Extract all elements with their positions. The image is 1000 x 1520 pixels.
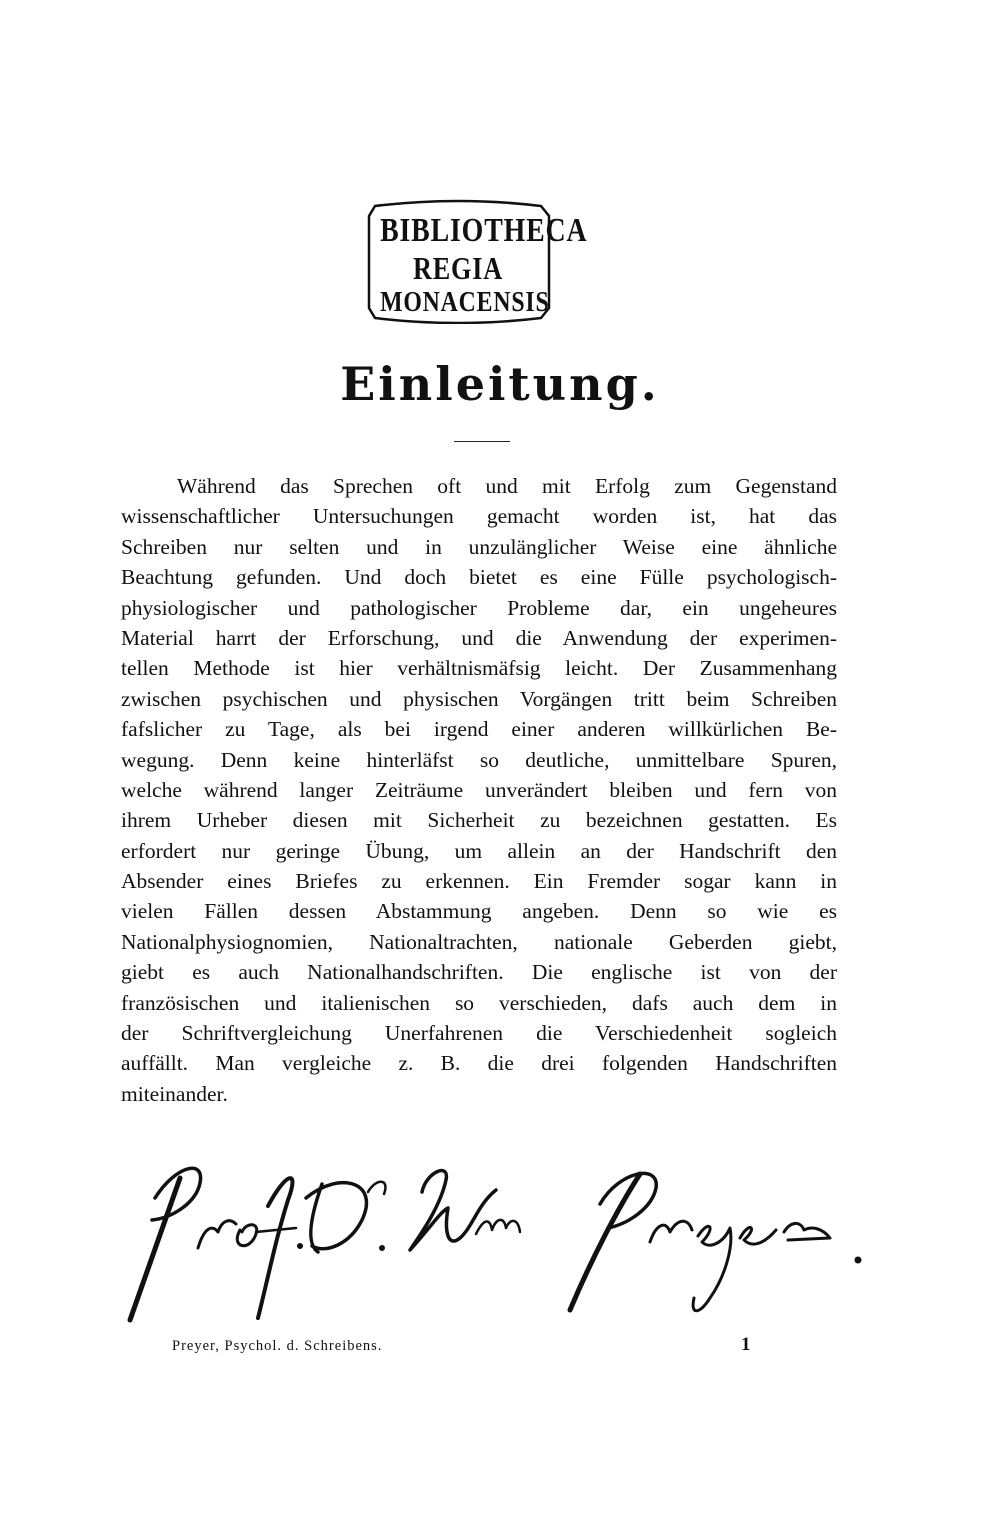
text-line: Schreiben nur selten und in unzulänglicher Weise eine ähnliche	[121, 534, 837, 559]
text-line: fafslicher zu Tage, als bei irgend einer anderen willkürlichen Be-	[121, 717, 837, 742]
text-line: auffällt. Man vergleiche z. B. die drei folgenden Handschriften	[121, 1051, 837, 1076]
body-paragraph	[121, 471, 837, 1109]
chapter-heading: Einleitung.	[340, 357, 660, 411]
stamp-line-2: REGIA	[412, 250, 504, 286]
text-line: Absender eines Briefes zu erkennen. Ein Fremder sogar kann in	[121, 869, 837, 894]
text-line: Während das Sprechen oft und mit Erfolg zum Gegenstand	[177, 474, 837, 498]
text-line: physiologischer und pathologischer Probleme dar, ein ungeheures	[121, 595, 837, 620]
text-line: Beachtung gefunden. Und doch bietet es eine Fülle psychologisch-	[121, 565, 837, 590]
text-line: miteinander.	[121, 1081, 228, 1106]
heading-rule	[454, 441, 510, 442]
stamp-line-3: MONACENSIS	[380, 286, 550, 318]
text-line: erfordert nur geringe Übung, um allein an der Handschrift den	[121, 838, 837, 863]
stamp-line-1: BIBLIOTHECA	[380, 212, 588, 249]
text-line: Nationalphysiognomien, Nationaltrachten, nationale Geberden giebt,	[121, 929, 837, 954]
text-line: welche während langer Zeiträume unverändert bleiben und fern von	[121, 777, 837, 802]
text-line: wissenschaftlicher Untersuchungen gemacht worden ist, hat das	[121, 504, 837, 529]
library-stamp	[363, 198, 588, 324]
text-line: der Schriftvergleichung Unerfahrenen die Verschiedenheit sogleich	[121, 1021, 837, 1046]
text-line: Material harrt der Erforschung, und die Anwendung der experimen-	[121, 625, 837, 650]
handwritten-signature	[100, 1148, 870, 1328]
page-number: 1	[741, 1334, 751, 1355]
text-line: wegung. Denn keine hinterläfst so deutliche, unmittelbare Spuren,	[121, 747, 837, 772]
text-line: französischen und italienischen so verschieden, dafs auch dem in	[121, 990, 837, 1015]
text-line: vielen Fällen dessen Abstammung angeben. Denn so wie es	[121, 899, 837, 924]
running-title: Preyer, Psychol. d. Schreibens.	[172, 1338, 383, 1354]
text-line: ihrem Urheber diesen mit Sicherheit zu bezeichnen gestatten. Es	[121, 808, 837, 833]
text-line: giebt es auch Nationalhandschriften. Die englische ist von der	[121, 960, 837, 985]
text-line: zwischen psychischen und physischen Vorgängen tritt beim Schreiben	[121, 686, 837, 711]
text-line: tellen Methode ist hier verhältnismäfsig leicht. Der Zusammenhang	[121, 656, 837, 681]
